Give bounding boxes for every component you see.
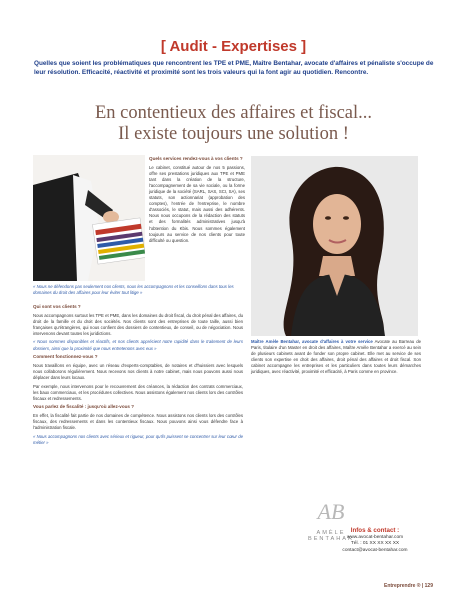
section-title: [ Audit - Expertises ] xyxy=(160,38,307,55)
contact-title: Infos & contact : xyxy=(350,527,400,534)
bio-name: Maître Amèle Bentahar, avocate d'affaires à votre service xyxy=(251,339,373,344)
question-heading: Comment fonctionnez-vous ? xyxy=(33,354,98,360)
logo-monogram-icon xyxy=(316,498,346,524)
contact-website[interactable]: www.avocat-bentahar.com xyxy=(346,535,404,540)
contact-phone: Tél. : 01 XX XX XX XX xyxy=(350,541,400,547)
portrait-photo xyxy=(251,156,418,336)
services-paragraph: Le cabinet, constitué autour de nos 5 passions, offre ses prestations juridiques aux TPE et PME tant dans la création de la structure, l'accompagnement de sa vie sociale, ou la forme juridique de la société (SARL, SAS, SCI, SA), ses statuts, son actionnariat (approbation des comptes), l'entrée de l'entreprise, le nombre d'associés, le statut, mais aussi des adhérents. Nous nous occupons de la rédaction des statuts et des formalités administratives jusqu'à l'obtention du Kbis. Nous sommes également toujours au service de nos clients pour toute difficulté ou question. xyxy=(149,164,245,243)
logo-name: AMÈLE BENTAHAR xyxy=(307,530,355,542)
headline-line-1: En contentieux des affaires et fiscal... xyxy=(94,103,373,123)
lawyer-files-photo xyxy=(33,155,145,281)
tax-paragraph: En effet, la fiscalité fait partie de nos domaines de compétence. Nous assistons nos clients lors des contrôles fiscaux, des redressements et dans les contentieux fiscaux. Nous pouvons ainsi vous défendre face à l'administration fiscale. xyxy=(33,412,243,431)
lead-paragraph: Quelles que soient les problématiques que rencontrent les TPE et PME, Maître Bentahar, avocate d'affaires et pénaliste s'occupe de leur résolution. Efficacité, réactivité et proximité sont les trois valeurs qui la font agir au quotidien. Rencontre. xyxy=(34,60,434,76)
bio-text: Avocate au Barreau de Paris, titulaire d'un Master en droit des affaires, Maître Amèle Bentahar a exercé au sein de plusieurs cabinets avant de fonder son propre cabinet. Elle met au service de ses clients son expertise en droit des affaires, droit pénal des affaires et droit fiscal. Son cabinet accompagne les entreprises et les particuliers dans toutes leurs démarches juridiques, avec réactivité, proximité et efficacité, à Paris comme en province. xyxy=(251,339,421,375)
question-heading: Qui sont vos clients ? xyxy=(33,304,81,309)
method-paragraph: Nous travaillons en équipe, avec un réseau d'experts-comptables, de notaires et d'huissiers avec lesquels nous collaborons régulièrement. Nous recevons nos clients à notre cabinet, mais nous pouvons aussi nous déplacer dans leurs locaux. xyxy=(33,362,243,380)
examples-paragraph: Par exemple, nous intervenons pour le recouvrement des créances, la rédaction des contrats commerciaux, les baux commerciaux, et les procédures collectives. Nous assistons également nos clients lors des contrôles fiscaux et redressements. xyxy=(33,383,243,401)
pull-quote: « Nous accompagnons nos clients avec sérieux et rigueur, pour qu'ils puissent se concentrer sur leur cœur de métier » xyxy=(33,433,243,445)
lawyer-bio xyxy=(251,339,421,376)
left-caption: « Nous ne défendons pas seulement nos clients, nous les accompagnons et les conseillons dans tous les domaines du droit des affaires pour leur éviter tout litige » xyxy=(33,284,234,296)
headline-line-2: Il existe toujours une solution ! xyxy=(118,124,349,144)
contact-email[interactable]: contact@avocat-bentahar.com xyxy=(342,547,408,553)
page-footer: Entreprendre ® | 129 xyxy=(384,583,433,589)
main-article-column xyxy=(33,304,243,448)
clients-paragraph: Nous accompagnons surtout les TPE et PME, dans les domaines du droit fiscal, du droit pénal des affaires, du droit de la famille et du droit des sociétés. Nos clients sont des entreprises de toute taille, aussi bien françaises qu'étrangères, qui nous confient des dossiers de contentieux, de conseil, ou de négociation. Nous intervenons devant toutes les juridictions. xyxy=(33,312,243,336)
contact-info xyxy=(315,527,435,554)
pull-quote: « Nous sommes disponibles et réactifs, et nos clients apprécient notre rapidité dans le traitement de leurs dossiers, ainsi que la proximité que nous entretenons avec eux » xyxy=(33,339,243,351)
headline xyxy=(0,103,467,145)
question-heading: Quels services rendez-vous à vos clients ? xyxy=(149,156,243,161)
services-section xyxy=(149,156,245,246)
question-heading: Vous parlez de fiscalité : jusqu'où allez-vous ? xyxy=(33,404,135,410)
svg-text:AB: AB xyxy=(317,499,345,524)
